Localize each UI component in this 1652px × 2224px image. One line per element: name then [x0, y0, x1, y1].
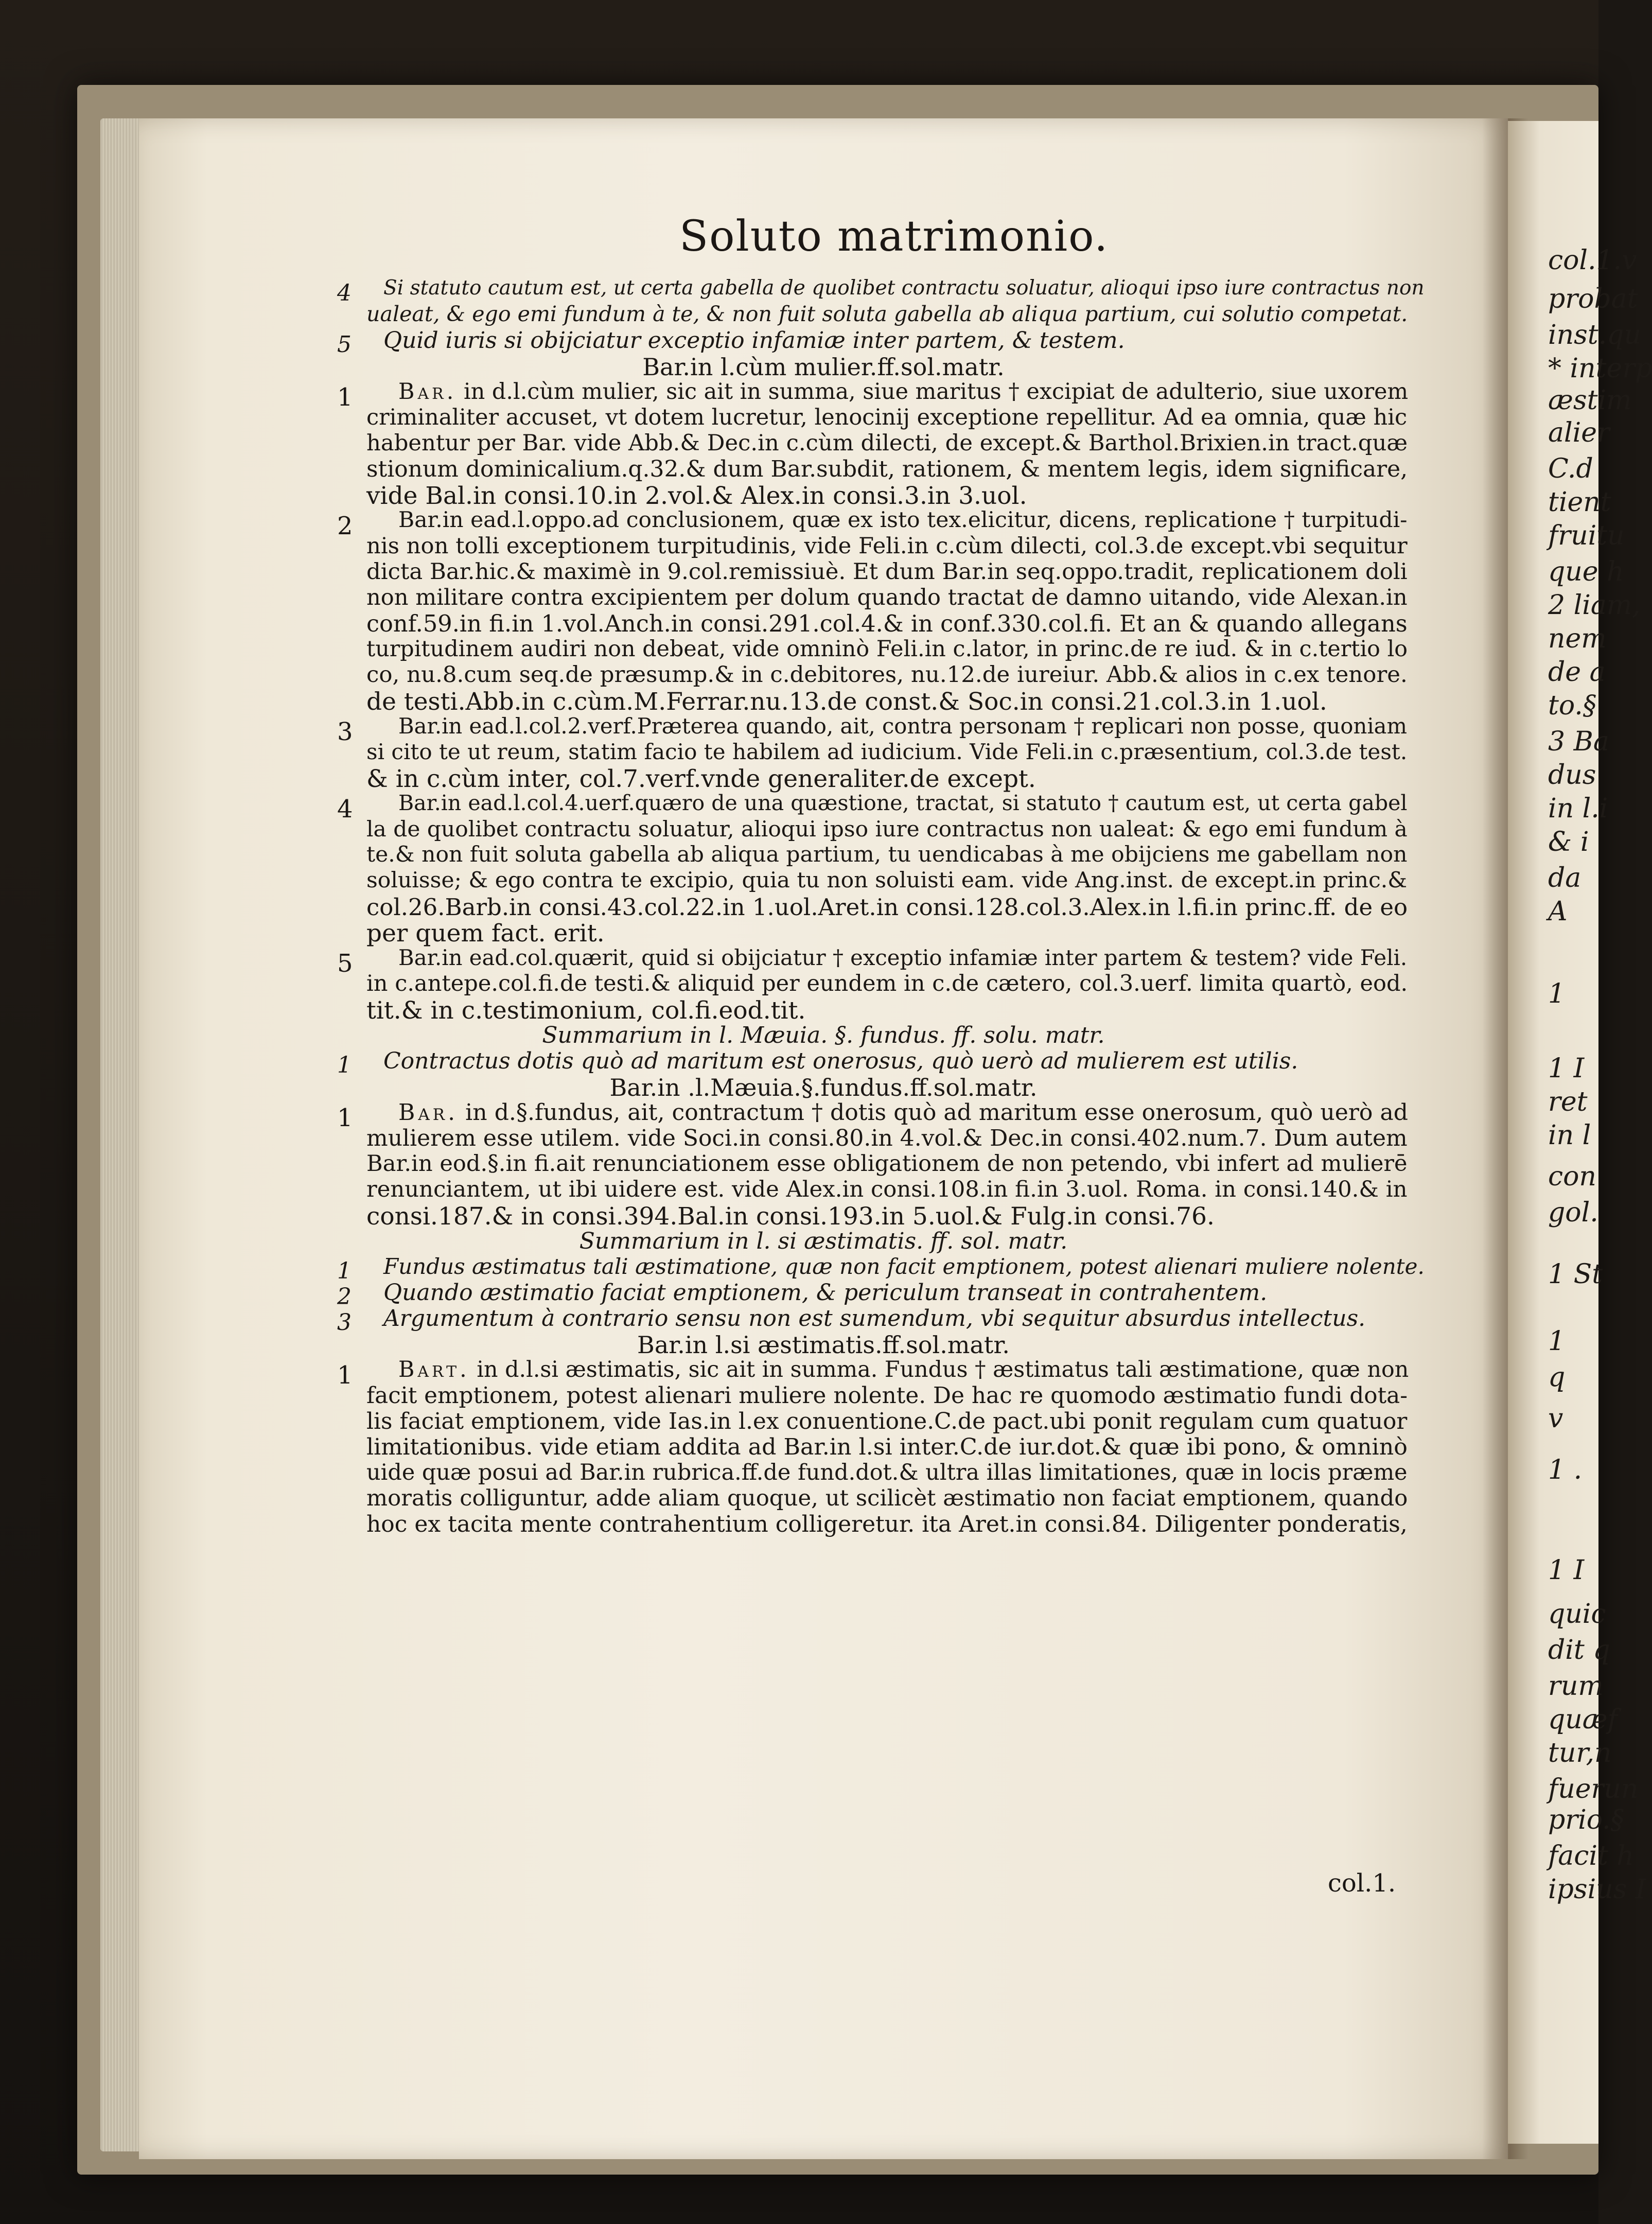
- body-line: Bar.in ead.l.col.2.verf.Præterea quando, ait, contra personam † replicari non posse, quoniam: [398, 713, 1408, 739]
- facing-page-fragment: dit q: [1548, 1635, 1610, 1666]
- facing-page-fragment: que h: [1548, 556, 1624, 587]
- body-line: si cito te ut reum, statim facio te habilem ad iudicium. Vide Feli.in c.præsentium, col.3.de test.: [366, 739, 1408, 764]
- body-line: de testi.Abb.in c.cùm.M.Ferrar.nu.13.de const.& Soc.in consi.21.col.3.in 1.uol.: [366, 688, 1327, 716]
- body-line: renunciantem, ut ibi uidere est. vide Alex.in consi.108.in fi.in 3.uol. Roma. in consi.140.& in: [366, 1177, 1408, 1202]
- summary-line: Quid iuris si obijciatur exceptio infamiæ inter partem, & testem.: [383, 327, 1125, 354]
- facing-page-fragment: ret: [1548, 1087, 1588, 1117]
- body-line: la de quolibet contractu soluatur, alioqui ipso iure contractus non ualeat: & ego emi fundum à: [366, 816, 1408, 842]
- section-title: Bar.in .l.Mæuia.§.fundus.ff.sol.matr.: [609, 1074, 1038, 1101]
- margin-note-number: 2: [337, 512, 353, 540]
- body-line: per quem fact. erit.: [366, 919, 605, 948]
- body-line: vide Bal.in consi.10.in 2.vol.& Alex.in consi.3.in 3.uol.: [366, 482, 1027, 510]
- facing-page-fragment: A: [1548, 896, 1568, 927]
- facing-page-fragment: 1 St: [1548, 1259, 1603, 1290]
- facing-page-fragment: fruitu: [1548, 520, 1625, 551]
- facing-page-fragment: 1 .: [1548, 1455, 1583, 1485]
- summary-title: Summarium in l. Mæuia. §. fundus. ff. solu. matr.: [542, 1022, 1105, 1048]
- body-line: stionum dominicalium.q.32.& dum Bar.subdit, rationem, & mentem legis, idem significare,: [366, 456, 1408, 482]
- body-line: Bar.in ead.l.oppo.ad conclusionem, quæ ex isto tex.elicitur, dicens, replicatione † turpitudi-: [398, 507, 1408, 533]
- facing-page-fragment: col.1.v: [1548, 245, 1637, 276]
- summary-title: Summarium in l. si æstimatis. ff. sol. matr.: [579, 1228, 1068, 1254]
- body-line: mulierem esse utilem. vide Soci.in consi.80.in 4.vol.& Dec.in consi.402.num.7. Dum autem: [366, 1125, 1408, 1151]
- margin-note-number: 1: [337, 1052, 352, 1078]
- author-lead: Bart.: [398, 1357, 470, 1382]
- facing-page-fragment: da: [1548, 863, 1581, 894]
- body-line: soluisse; & ego contra te excipio, quia tu non soluisti eam. vide Ang.inst. de except.in princ.&: [366, 868, 1408, 893]
- body-line: turpitudinem audiri non debeat, vide omninò Feli.in c.lator, in princ.de re iud. & in c.tertio lo: [366, 636, 1408, 662]
- summary-line: Si statuto cautum est, ut certa gabella de quolibet contractu soluatur, alioqui ipso iure contractus non: [383, 276, 1425, 300]
- margin-note-number: 5: [337, 949, 353, 978]
- facing-page-fragment: ipsius I: [1548, 1874, 1646, 1905]
- summary-line: Fundus æstimatus tali æstimatione, quæ non facit emptionem, potest alienari muliere nolente.: [383, 1254, 1425, 1279]
- section-title: Bar.in l.si æstimatis.ff.sol.matr.: [637, 1331, 1010, 1359]
- facing-page-fragment: q: [1548, 1362, 1566, 1393]
- facing-page-fragment: fuerun: [1548, 1774, 1639, 1805]
- facing-page-fragment: facit h: [1548, 1841, 1634, 1871]
- body-line: & in c.cùm inter, col.7.verf.vnde generaliter.de except.: [366, 765, 1036, 793]
- catchword: col.1.: [1328, 1869, 1396, 1898]
- facing-page-fragment: 1 I: [1548, 1555, 1585, 1586]
- facing-page-fragment: C.d: [1548, 453, 1593, 484]
- body-line: Bar.in eod.§.in fi.ait renunciationem esse obligationem de non petendo, vbi infert ad mulierē: [366, 1151, 1408, 1177]
- summary-line: Argumentum à contrario sensu non est sumendum, vbi sequitur absurdus intellectus.: [383, 1305, 1366, 1332]
- author-lead: Bar.: [398, 1099, 459, 1126]
- margin-note-number: 3: [337, 717, 353, 746]
- facing-page-fragment: inst.qu: [1548, 320, 1642, 351]
- summary-line: Quando æstimatio faciat emptionem, & periculum transeat in contrahentem.: [383, 1280, 1268, 1306]
- facing-page-fragment: 3 Ba: [1548, 726, 1609, 757]
- facing-page-fragment: nem: [1548, 623, 1607, 654]
- margin-note-number: 3: [337, 1309, 352, 1336]
- body-line: non militare contra excipientem per dolum quando tractat de damno uitando, vide Alexan.in: [366, 585, 1408, 610]
- margin-note-number: 1: [337, 1361, 353, 1390]
- body-line: limitationibus. vide etiam addita ad Bar.in l.si inter.C.de iur.dot.& quæ ibi pono, & omninò: [366, 1434, 1408, 1460]
- body-line: dicta Bar.hic.& maximè in 9.col.remissiuè. Et dum Bar.in seq.oppo.tradit, replicationem doli: [366, 559, 1408, 585]
- margin-note-number: 4: [337, 280, 352, 306]
- facing-page-fragment: con: [1548, 1161, 1596, 1192]
- body-line: conf.59.in fi.in 1.vol.Anch.in consi.291.col.4.& in conf.330.col.fi. Et an & quando allegans: [366, 610, 1408, 637]
- body-line: tit.& in c.testimonium, col.fi.eod.tit.: [366, 996, 806, 1025]
- body-line: in c.antepe.col.fi.de testi.& aliquid per eundem in c.de cætero, col.3.uerf. limita quartò, eod.: [366, 971, 1408, 996]
- facing-page-fragment: 2 liam,: [1548, 590, 1641, 621]
- facing-page-fragment: gol.: [1548, 1197, 1598, 1228]
- body-line: co, nu.8.cum seq.de præsump.& in c.debitores, nu.12.de iureiur. Abb.& alios in c.ex tenore.: [366, 662, 1408, 688]
- body-line: col.26.Barb.in consi.43.col.22.in 1.uol.Aret.in consi.128.col.3.Alex.in l.fi.in princ.ff. de eo: [366, 894, 1408, 921]
- body-line: Bar.in ead.col.quærit, quid si obijciatur † exceptio infamiæ inter partem & testem? vide Feli.: [398, 945, 1408, 970]
- facing-page-fragment: prio.§: [1548, 1805, 1624, 1835]
- body-line: consi.187.& in consi.394.Bal.in consi.193.in 5.uol.& Fulg.in consi.76.: [366, 1202, 1215, 1231]
- summary-line: Contractus dotis quò ad maritum est onerosus, quò uerò ad mulierem est utilis.: [383, 1048, 1298, 1074]
- facing-page-fragment: de a: [1548, 657, 1606, 688]
- body-line: moratis colliguntur, adde aliam quoque, ut scilicèt æstimatio non faciat emptionem, quando: [366, 1485, 1408, 1511]
- facing-page-fragment: to.§: [1548, 690, 1596, 721]
- body-line: nis non tolli exceptionem turpitudinis, vide Feli.in c.cùm dilecti, col.3.de except.vbi sequitur: [366, 533, 1408, 559]
- body-line: Bar. in d.l.cùm mulier, sic ait in summa, siue maritus † excipiat de adulterio, siue uxorem: [398, 379, 1409, 405]
- margin-note-number: 5: [337, 331, 352, 358]
- facing-page-fragment: v: [1548, 1403, 1563, 1434]
- facing-page-fragment: in l.i: [1548, 793, 1608, 824]
- facing-page-fragment: 1: [1548, 978, 1566, 1009]
- body-line: criminaliter accuset, vt dotem lucretur, lenocinij exceptione repellitur. Ad ea omnia, quæ hic: [366, 405, 1408, 430]
- body-line: te.& non fuit soluta gabella ab aliqua partium, tu uendicabas à me obijciens me gabellam non: [366, 842, 1408, 867]
- author-lead: Bar.: [398, 379, 457, 405]
- facing-page-fragment: quæf: [1548, 1704, 1618, 1735]
- margin-note-number: 4: [337, 795, 353, 824]
- facing-page-fragment: 1 I: [1548, 1053, 1585, 1084]
- body-line: facit emptionem, potest alienari muliere nolente. De hac re quomodo æstimatio fundi dota-: [366, 1382, 1408, 1409]
- facing-page-fragment: tur,n: [1548, 1738, 1612, 1768]
- facing-page-fragment: rum: [1548, 1671, 1604, 1702]
- facing-page-fragment: alier: [1548, 417, 1610, 448]
- section-title: Bar.in l.cùm mulier.ff.sol.matr.: [642, 353, 1005, 381]
- summary-line: ualeat, & ego emi fundum à te, & non fuit soluta gabella ab aliqua partium, cui solutio competat.: [366, 302, 1408, 326]
- facing-page-fragment: & i: [1548, 827, 1589, 857]
- facing-page-fragment: probat: [1548, 284, 1638, 314]
- body-line: lis faciat emptionem, vide Ias.in l.ex conuentione.C.de pact.ubi ponit regulam cum quatuor: [366, 1408, 1408, 1434]
- facing-page-fragment: quic: [1548, 1599, 1606, 1630]
- facing-page-fragment: * interp: [1548, 353, 1652, 384]
- body-line: habentur per Bar. vide Abb.& Dec.in c.cùm dilecti, de except.& Barthol.Brixien.in tract.quæ: [366, 430, 1408, 456]
- facing-page-fragment: æstim: [1548, 385, 1632, 416]
- facing-page-fragment: dus: [1548, 760, 1596, 791]
- margin-note-number: 1: [337, 1258, 352, 1284]
- body-line: Bart. in d.l.si æstimatis, sic ait in summa. Fundus † æstimatus tali æstimatione, quæ non: [398, 1357, 1409, 1382]
- body-line: Bar. in d.§.fundus, ait, contractum † dotis quò ad maritum esse onerosum, quò uerò ad: [398, 1099, 1408, 1126]
- body-line: Bar.in ead.l.col.4.uerf.quæro de una quæstione, tractat, si statuto † cautum est, ut certa gabel: [398, 791, 1408, 815]
- body-line: hoc ex tacita mente contrahentium colligeretur. ita Aret.in consi.84. Diligenter ponderatis,: [366, 1511, 1408, 1537]
- margin-note-number: 1: [337, 1104, 353, 1132]
- facing-page-fragment: 1: [1548, 1326, 1566, 1357]
- margin-note-number: 1: [337, 383, 353, 412]
- body-line: uide quæ posui ad Bar.in rubrica.ff.de fund.dot.& ultra illas limitationes, quæ in locis præme: [366, 1460, 1408, 1485]
- facing-page-fragment: tient: [1548, 487, 1611, 518]
- margin-note-number: 2: [337, 1284, 352, 1310]
- facing-page-fragment: in l: [1548, 1120, 1591, 1151]
- page-title: Soluto matrimonio.: [679, 212, 1109, 261]
